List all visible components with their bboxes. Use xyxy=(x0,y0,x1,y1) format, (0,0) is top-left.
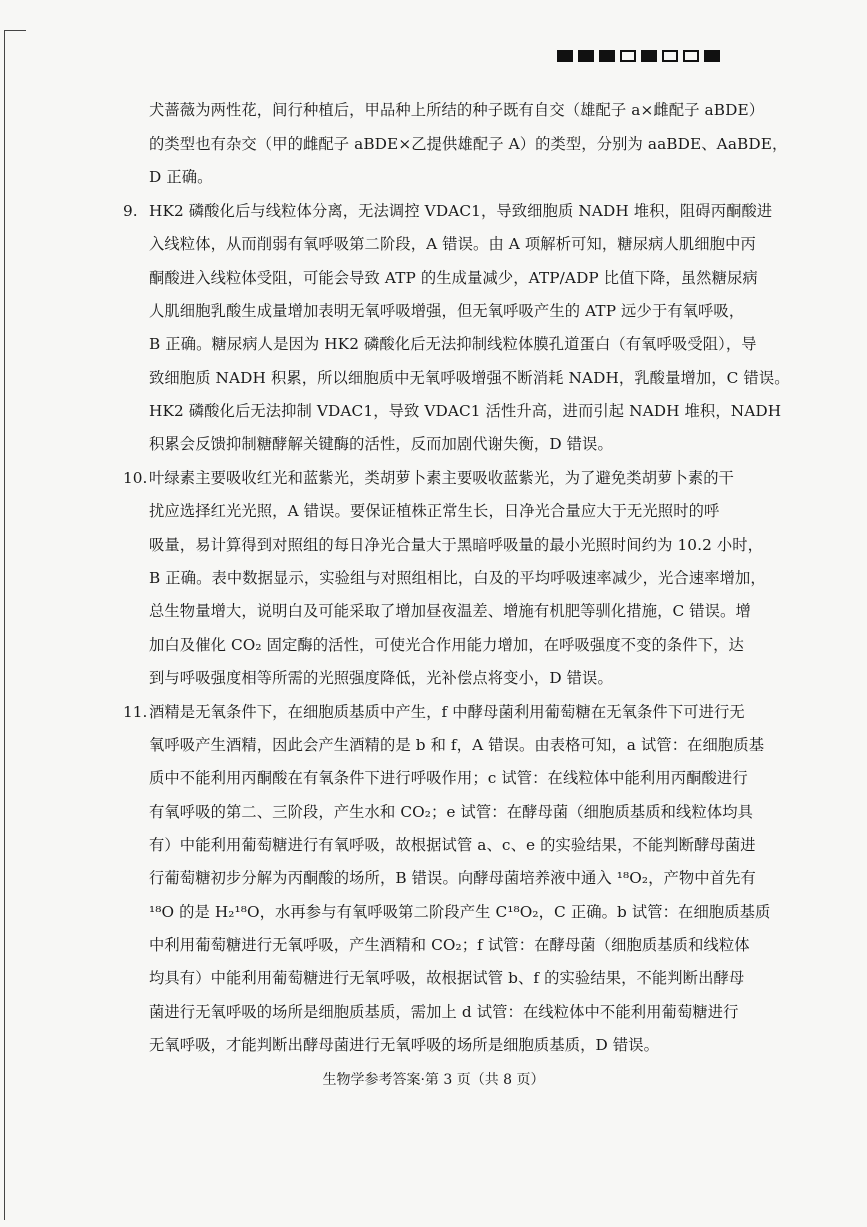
q11-line: 酒精是无氧条件下，在细胞质基质中产生，f 中酵母菌利用葡萄糖在无氧条件下可进行无 xyxy=(149,703,745,721)
q11-line: 无氧呼吸，才能判断出酵母菌进行无氧呼吸的场所是细胞质基质，D 错误。 xyxy=(149,1036,660,1054)
q11-number: 11. xyxy=(123,703,148,721)
q9-line: 人肌细胞乳酸生成量增加表明无氧呼吸增强，但无氧呼吸产生的 ATP 远少于有氧呼吸， xyxy=(149,302,745,320)
q11-line: 均具有）中能利用葡萄糖进行无氧呼吸，故根据试管 b、f 的实验结果，不能判断出酵母 xyxy=(149,969,745,987)
header-mark-5 xyxy=(662,50,678,62)
q10-line: 叶绿素主要吸收红光和蓝紫光，类胡萝卜素主要吸收蓝紫光，为了避免类胡萝卜素的干 xyxy=(149,469,735,487)
page-edge-tick xyxy=(4,30,26,31)
q10-number: 10. xyxy=(123,469,148,487)
q8-line: 犬蔷薇为两性花，间行种植后，甲品种上所结的种子既有自交（雄配子 a×雌配子 aBDE） xyxy=(149,101,765,119)
header-marks xyxy=(557,50,720,62)
q9-line: 酮酸进入线粒体受阻，可能会导致 ATP 的生成量减少，ATP/ADP 比值下降，虽然糖尿病 xyxy=(149,269,758,287)
q9-line: B 正确。糖尿病人是因为 HK2 磷酸化后无法抑制线粒体膜孔道蛋白（有氧呼吸受阻），导 xyxy=(149,335,757,353)
q11-line: 氧呼吸产生酒精，因此会产生酒精的是 b 和 f，A 错误。由表格可知，a 试管：在细胞质基 xyxy=(149,736,765,754)
q11-line: 菌进行无氧呼吸的场所是细胞质基质，需加上 d 试管：在线粒体中不能利用葡萄糖进行 xyxy=(149,1003,739,1021)
q10-line: B 正确。表中数据显示，实验组与对照组相比，白及的平均呼吸速率减少，光合速率增加， xyxy=(149,569,766,587)
q11-line: ¹⁸O 的是 H₂¹⁸O，水再参与有氧呼吸第二阶段产生 C¹⁸O₂，C 正确。b 试管：在细胞质基质 xyxy=(149,903,771,921)
q11-line: 有氧呼吸的第二、三阶段，产生水和 CO₂；e 试管：在酵母菌（细胞质基质和线粒体均具 xyxy=(149,803,754,821)
header-mark-0 xyxy=(557,50,573,62)
q10-line: 吸量，易计算得到对照组的每日净光合量大于黑暗呼吸量的最小光照时间约为 10.2 小时， xyxy=(149,536,764,554)
header-mark-4 xyxy=(641,50,657,62)
q10-line: 加白及催化 CO₂ 固定酶的活性，可使光合作用能力增加，在呼吸强度不变的条件下，达 xyxy=(149,636,744,654)
header-mark-6 xyxy=(683,50,699,62)
q9-line: HK2 磷酸化后无法抑制 VDAC1，导致 VDAC1 活性升高，进而引起 NADH 堆积，NADH xyxy=(149,402,782,420)
q9-line: 入线粒体，从而削弱有氧呼吸第二阶段，A 错误。由 A 项解析可知，糖尿病人肌细胞中丙 xyxy=(149,235,756,253)
q11-line: 行葡萄糖初步分解为丙酮酸的场所，B 错误。向酵母菌培养液中通入 ¹⁸O₂，产物中首先有 xyxy=(149,869,756,887)
page-edge-line xyxy=(4,30,5,1220)
q9-line: 积累会反馈抑制糖酵解关键酶的活性，反而加剧代谢失衡，D 错误。 xyxy=(149,435,613,453)
q9-number: 9. xyxy=(123,202,138,220)
header-mark-1 xyxy=(578,50,594,62)
q9-line: HK2 磷酸化后与线粒体分离，无法调控 VDAC1，导致细胞质 NADH 堆积，阻碍丙酮酸进 xyxy=(149,202,773,220)
q10-line: 总生物量增大，说明白及可能采取了增加昼夜温差、增施有机肥等驯化措施，C 错误。增 xyxy=(149,602,751,620)
q11-line: 有）中能利用葡萄糖进行有氧呼吸，故根据试管 a、c、e 的实验结果，不能判断酵母菌进 xyxy=(149,836,756,854)
q11-line: 质中不能利用丙酮酸在有氧条件下进行呼吸作用；c 试管：在线粒体中能利用丙酮酸进行 xyxy=(149,769,748,787)
header-mark-3 xyxy=(620,50,636,62)
header-mark-7 xyxy=(704,50,720,62)
header-mark-2 xyxy=(599,50,615,62)
q9-line: 致细胞质 NADH 积累，所以细胞质中无氧呼吸增强不断消耗 NADH，乳酸量增加，C 错误。 xyxy=(149,369,790,387)
q8-line: D 正确。 xyxy=(149,168,213,186)
q10-line: 到与呼吸强度相等所需的光照强度降低，光补偿点将变小，D 错误。 xyxy=(149,669,613,687)
q11-line: 中利用葡萄糖进行无氧呼吸，产生酒精和 CO₂；f 试管：在酵母菌（细胞质基质和线粒体 xyxy=(149,936,750,954)
page-footer: 生物学参考答案·第 3 页（共 8 页） xyxy=(322,1072,545,1088)
q10-line: 扰应选择红光光照，A 错误。要保证植株正常生长，日净光合量应大于无光照时的呼 xyxy=(149,502,720,520)
q8-line: 的类型也有杂交（甲的雌配子 aBDE×乙提供雄配子 A）的类型，分别为 aaBDE、AaBDE， xyxy=(149,135,788,153)
